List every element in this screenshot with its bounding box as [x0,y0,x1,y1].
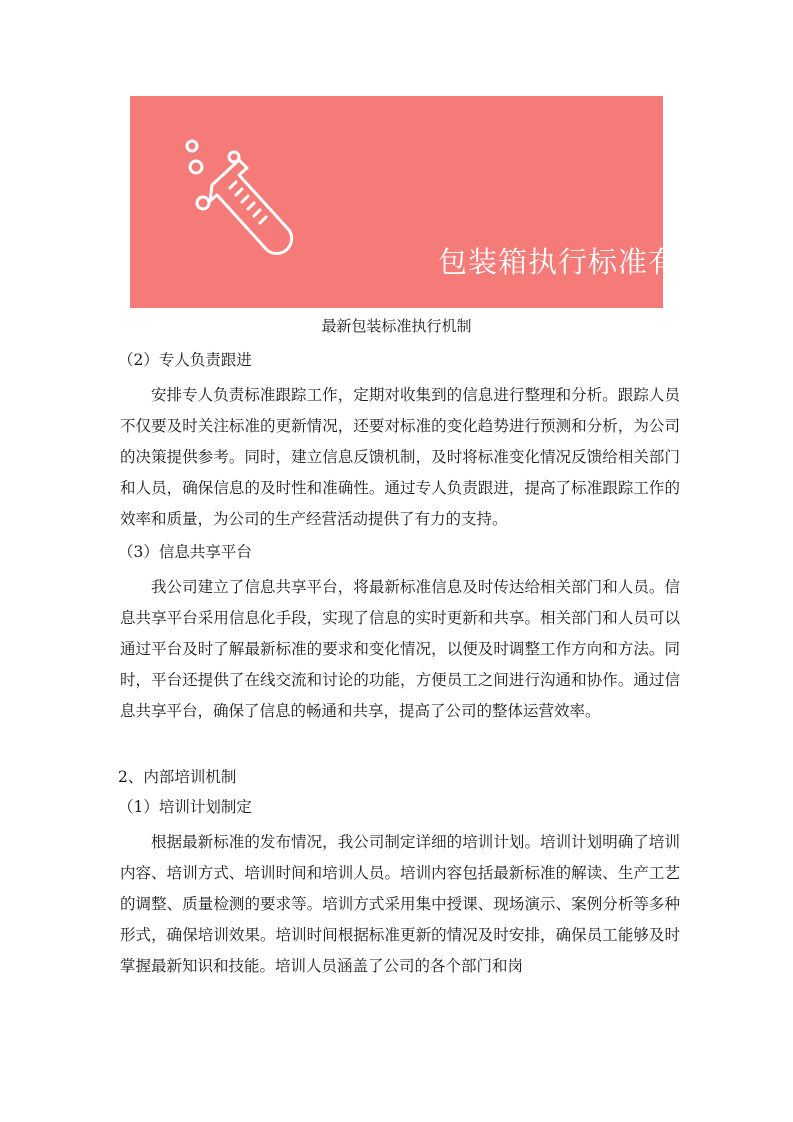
section-heading-info-sharing: （3）信息共享平台 [118,543,252,561]
paragraph-specialist-follow-up: 安排专人负责标准跟踪工作，定期对收集到的信息进行整理和分析。跟踪人员不仅要及时关注标准的更新情况，还要对标准的变化趋势进行预测和分析，为公司的决策提供参考。同时，建立信息反馈机制，及时将标准变化情况反馈给相关部门和人员，确保信息的及时性和准确性。通过专人负责跟进，提高了标准跟踪工作的效率和质量，为公司的生产经营活动提供了有力的支持。 [120,386,680,528]
paragraph-info-sharing: 我公司建立了信息共享平台，将最新标准信息及时传达给相关部门和人员。信息共享平台采用信息化手段，实现了信息的实时更新和共享。相关部门和人员可以通过平台及时了解最新标准的要求和变化情况，以便及时调整工作方向和方法。同时，平台还提供了在线交流和讨论的功能，方便员工之间进行沟通和协作。通过信息共享平台，确保了信息的畅通和共享，提高了公司的整体运营效率。 [120,578,680,720]
test-tube-icon [130,96,330,308]
image-caption: 最新包装标准执行机制 [321,317,472,335]
paragraph-training-plan: 根据最新标准的发布情况，我公司制定详细的培训计划。培训计划明确了培训内容、培训方式、培训时间和培训人员。培训内容包括最新标准的解读、生产工艺的调整、质量检测的要求等。培训方式采用集中授课、现场演示、案例分析等多种形式，确保培训效果。培训时间根据标准更新的情况及时安排，确保员工能够及时掌握最新知识和技能。培训人员涵盖了公司的各个部门和岗 [120,833,680,975]
section-heading-specialist-follow-up: （2）专人负责跟进 [118,351,252,369]
banner-title: 包装箱执行标准有哪些（汇总） [438,245,739,347]
section-heading-internal-training: 2、内部培训机制 [118,768,237,786]
section-heading-training-plan: （1）培训计划制定 [118,798,252,816]
